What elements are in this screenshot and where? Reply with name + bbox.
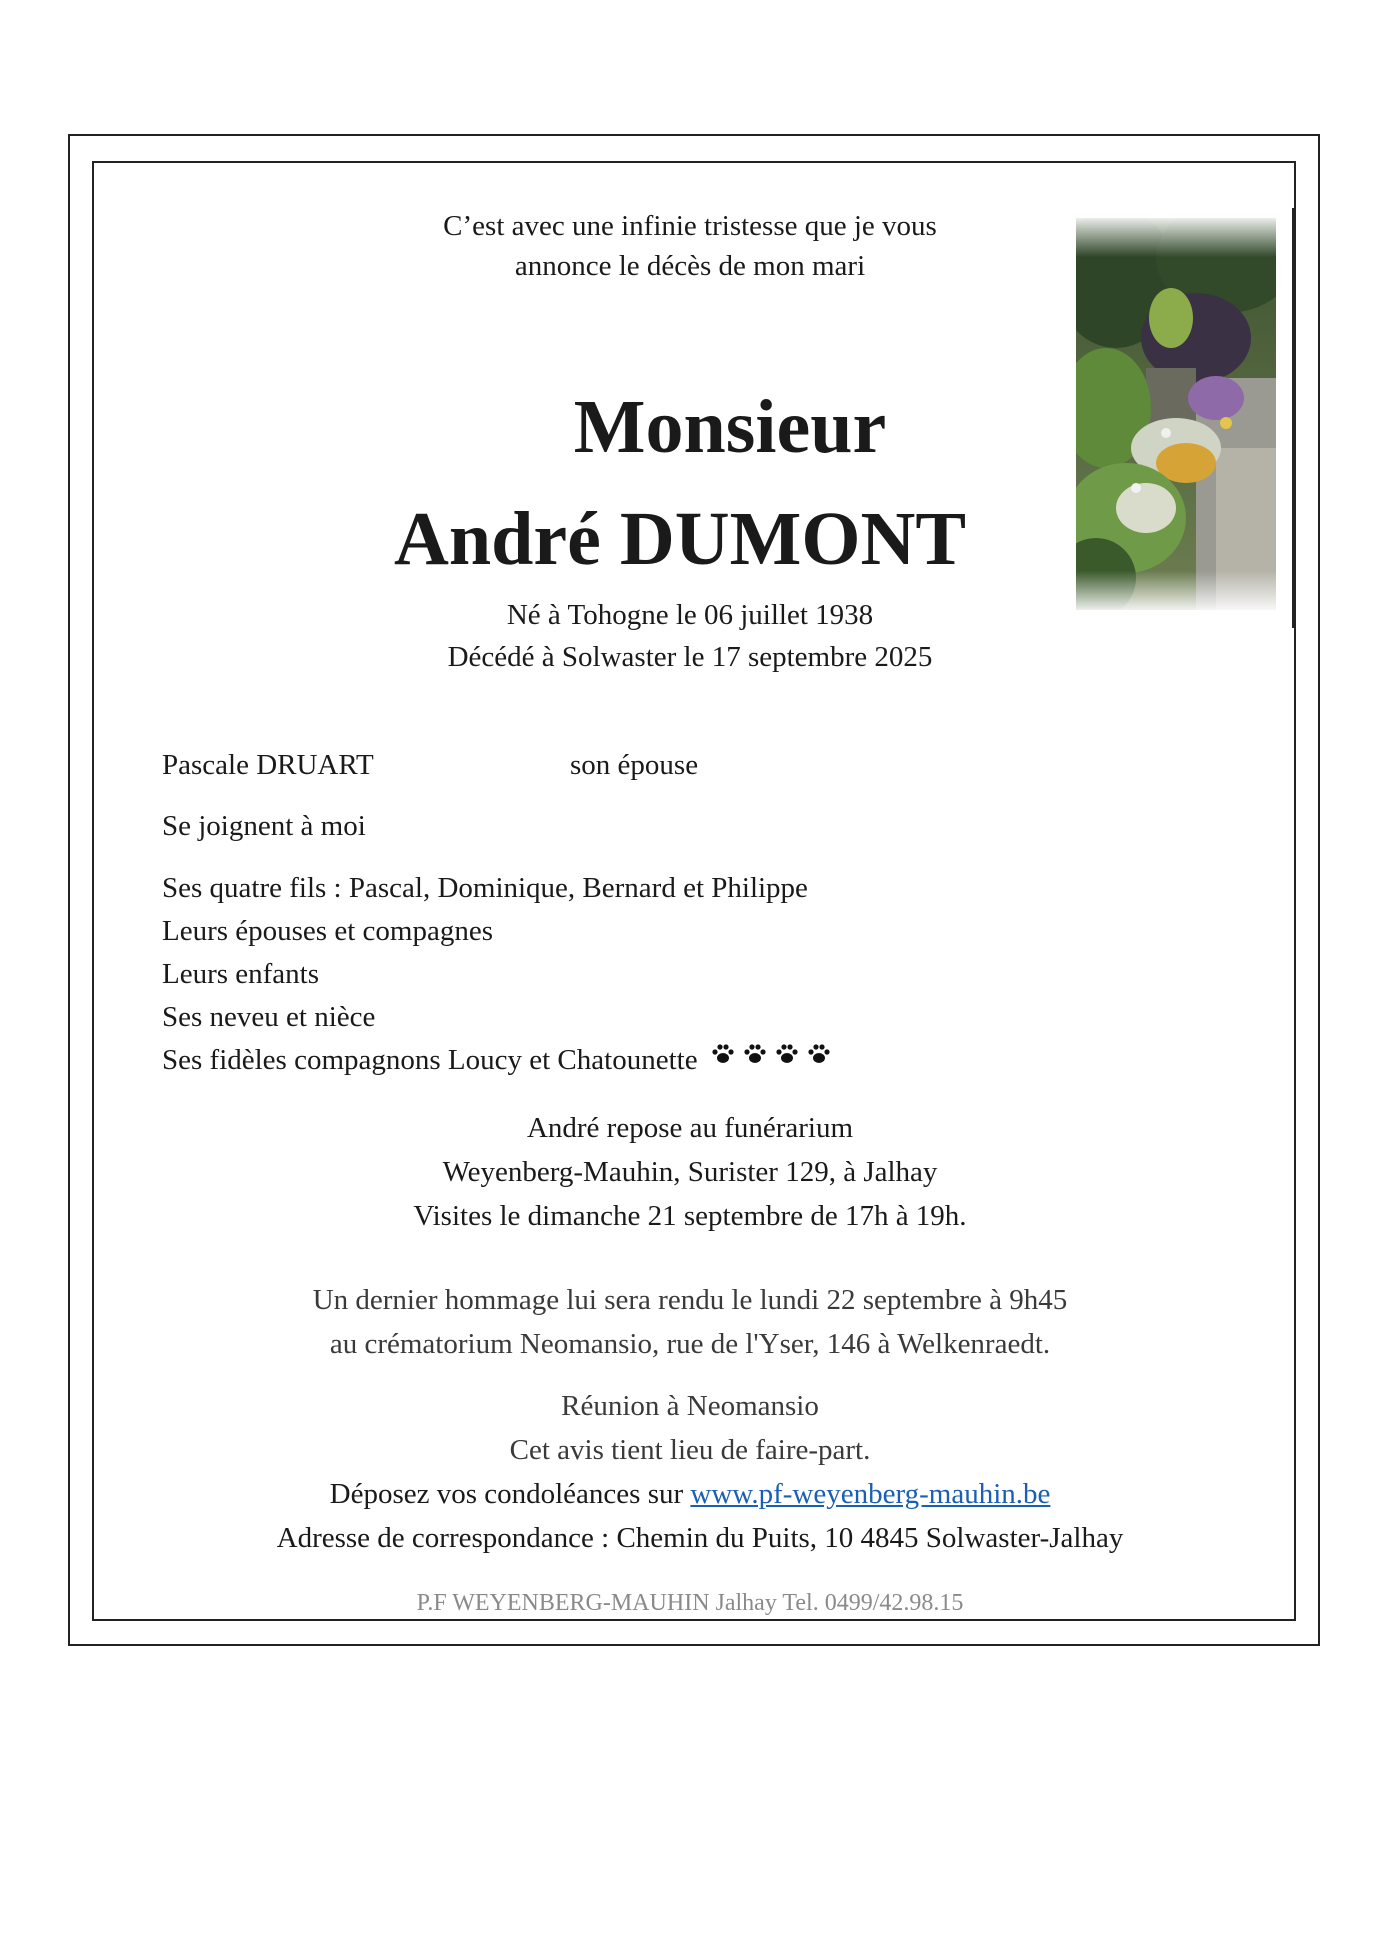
death-line: Décédé à Solwaster le 17 septembre 2025 (447, 641, 933, 673)
ceremony-line-1: Un dernier hommage lui sera rendu le lundi 22 septembre à 9h45 (312, 1284, 1068, 1316)
reunion-line: Réunion à Neomansio (561, 1390, 819, 1422)
paw-print-icon (742, 1043, 768, 1065)
notice-line: Cet avis tient lieu de faire-part. (509, 1434, 871, 1466)
family-member: Leurs enfants (162, 958, 320, 990)
family-member: Ses quatre fils : Pascal, Dominique, Bernard et Philippe (162, 872, 808, 904)
paw-print-icon (774, 1043, 800, 1065)
family-member: Leurs épouses et compagnes (162, 915, 493, 947)
funeral-home-footer: P.F WEYENBERG-MAUHIN Jalhay Tel. 0499/42.98.15 (416, 1590, 964, 1616)
funerarium-info (200, 1106, 1180, 1238)
intro-line-2: annonce le décès de mon mari (514, 250, 866, 282)
family-members-list (162, 867, 838, 1082)
paw-prints-decoration (710, 1035, 838, 1078)
family-member: Ses neveu et nièce (162, 1001, 376, 1033)
paw-print-icon (710, 1043, 736, 1065)
correspondence-address: Adresse de correspondance : Chemin du Puits, 10 4845 Solwaster-Jalhay (276, 1522, 1124, 1554)
intro-line-1: C’est avec une infinie tristesse que je vous (443, 210, 937, 242)
condolences-link[interactable]: www.pf-weyenberg-mauhin.be (690, 1478, 1051, 1510)
family-member: Ses fidèles compagnons Loucy et Chatounette (162, 1044, 698, 1076)
rest-line-2: Weyenberg-Mauhin, Surister 129, à Jalhay (442, 1156, 938, 1188)
paw-print-icon (806, 1043, 832, 1065)
spouse-name: Pascale DRUART (162, 749, 374, 781)
joined-line: Se joignent à moi (162, 810, 366, 842)
birth-line: Né à Tohogne le 06 juillet 1938 (506, 599, 874, 631)
intro-text (200, 206, 1180, 286)
ceremony-info (200, 1278, 1180, 1366)
spouse-row (162, 744, 1062, 787)
deceased-name: André DUMONT (393, 497, 967, 581)
rest-line-3: Visites le dimanche 21 septembre de 17h à 19h. (413, 1200, 967, 1232)
ceremony-line-2: au crématorium Neomansio, rue de l'Yser, 146 à Welkenraedt. (329, 1328, 1051, 1360)
condolences-line (200, 1472, 1180, 1516)
photo-edge-line (1292, 208, 1294, 628)
condolences-prefix: Déposez vos condoléances sur (329, 1478, 691, 1510)
deceased-honorific: Monsieur (573, 385, 887, 469)
rest-line-1: André repose au funérarium (526, 1112, 854, 1144)
family-member-pets (162, 1039, 838, 1082)
life-dates (200, 594, 1180, 678)
reunion-info (200, 1384, 1180, 1472)
spouse-relation: son épouse (570, 749, 699, 781)
